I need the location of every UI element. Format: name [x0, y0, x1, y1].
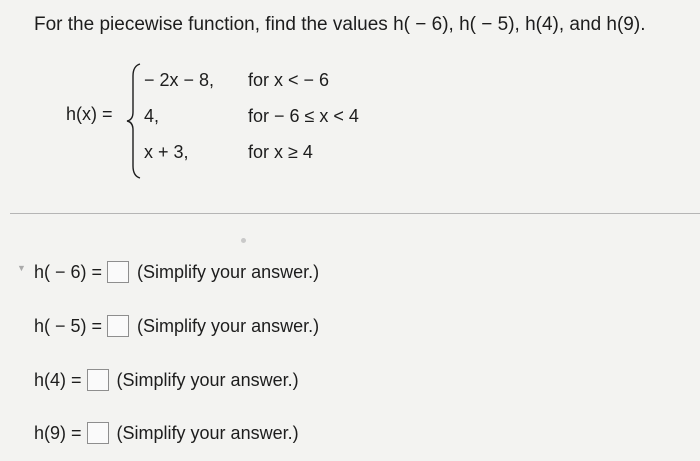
section-divider — [10, 213, 700, 214]
answer-row-h-neg5 — [34, 313, 319, 339]
answer-label: h( − 5) = — [34, 315, 103, 336]
answer-input-box[interactable] — [107, 261, 129, 283]
answer-input-box[interactable] — [107, 315, 129, 337]
piece-1-cond: for x < − 6 — [248, 70, 330, 90]
answer-label: h(4) = — [34, 369, 82, 390]
answer-hint: (Simplify your answer.) — [116, 369, 299, 390]
triangle-bullet-icon: ▼ — [17, 263, 26, 273]
answer-label: h(9) = — [34, 422, 82, 443]
piece-3-expr: x + 3, — [144, 142, 189, 162]
answer-hint: (Simplify your answer.) — [116, 422, 299, 443]
answer-hint: (Simplify your answer.) — [137, 261, 320, 282]
piece-2-cond: for − 6 ≤ x < 4 — [248, 106, 359, 126]
piece-1-expr: − 2x − 8, — [144, 70, 215, 90]
answer-input-box[interactable] — [87, 422, 109, 444]
function-name: h(x) = — [66, 104, 113, 124]
piecewise-function — [66, 62, 386, 180]
piece-2-expr: 4, — [144, 106, 160, 126]
piece-3-cond: for x ≥ 4 — [248, 142, 313, 162]
question-text: For the piecewise function, find the values h( − 6), h( − 5), h(4), and h(9). — [34, 14, 646, 35]
answer-input-box[interactable] — [87, 369, 109, 391]
answer-row-h-neg6 — [34, 259, 319, 285]
answer-row-h-4 — [34, 367, 299, 393]
answer-label: h( − 6) = — [34, 261, 103, 282]
cursor-dot-icon — [241, 238, 246, 243]
answer-row-h-9 — [34, 420, 299, 446]
left-brace-icon — [126, 62, 146, 180]
answer-hint: (Simplify your answer.) — [137, 315, 320, 336]
